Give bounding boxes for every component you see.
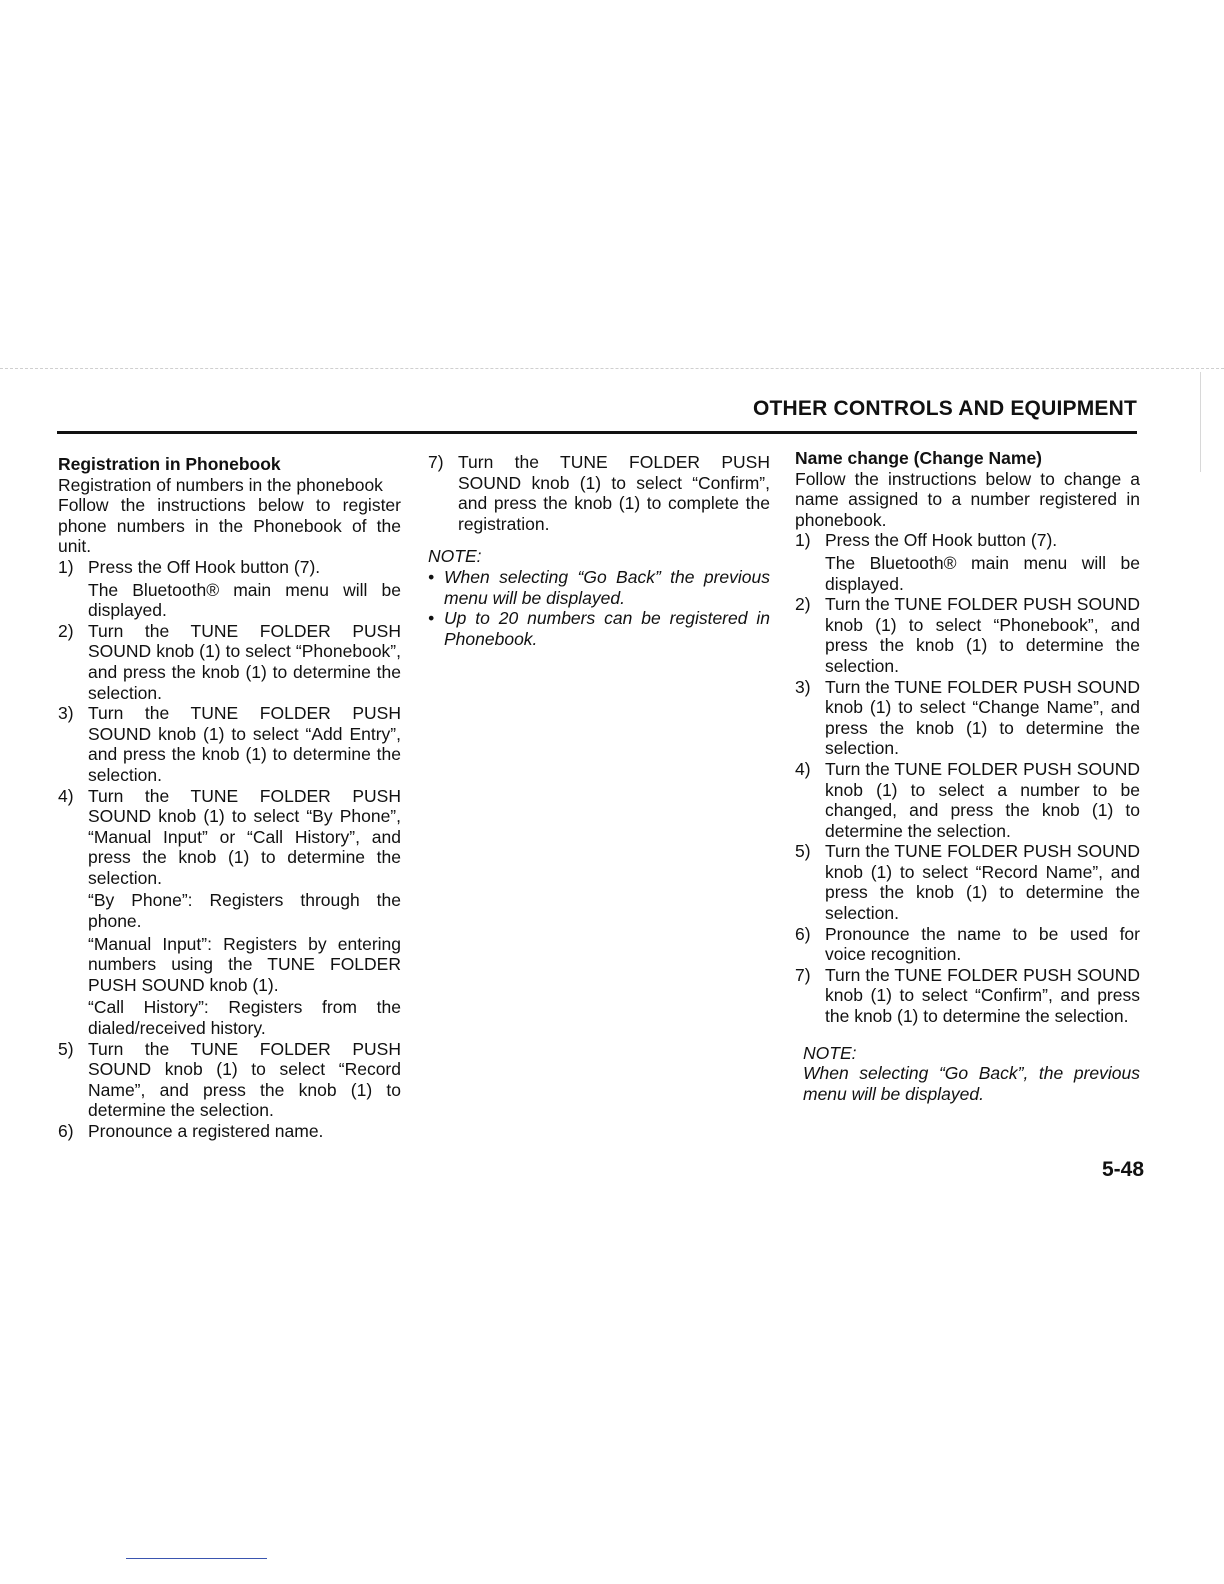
note-label: NOTE: [803,1042,857,1063]
step-number: 5) [58,1038,74,1059]
step-number: 3) [58,703,74,724]
step-text: Turn the TUNE FOLDER PUSH SOUND knob (1) to select “Confirm”, and press the knob (1) to complete the registration. [458,452,770,534]
step-text: Turn the TUNE FOLDER PUSH SOUND knob (1) to select a number to be changed, and press the knob (1) to determine the selection. [825,758,1140,841]
step-body [88,557,401,621]
step-number: 7) [428,452,444,472]
list-item [795,530,1140,594]
step-number: 2) [795,594,811,615]
option-manual-input: “Manual Input”: Registers by entering numbers using the TUNE FOLDER PUSH SOUND knob (1). [88,933,401,995]
list-item [428,452,770,534]
step-number: 1) [795,530,811,551]
list-item [795,924,1140,965]
intro-paragraph: Follow the instructions below to register phone numbers in the Phonebook of the unit. [58,495,401,557]
step-body [88,786,401,1039]
list-item [58,786,401,1039]
note-block [803,1043,1140,1105]
step-body [825,530,1140,594]
intro-paragraph: Follow the instructions below to change a name assigned to a number registered in phonebook. [795,468,1140,530]
scan-artifact-bottom-line [126,1558,267,1559]
section-header: OTHER CONTROLS AND EQUIPMENT [753,397,1137,420]
bullet-icon: • [428,608,435,629]
section-heading-change-name: Name change (Change Name) [795,448,1043,468]
list-item [58,1121,401,1142]
step-text: Pronounce the name to be used for voice recognition. [825,923,1140,965]
list-item [58,1039,401,1121]
step-text: Turn the TUNE FOLDER PUSH SOUND knob (1) to select “Phonebook”, and press the knob (1) to determine the selection. [88,620,401,703]
list-item [58,621,401,703]
middle-column [428,452,770,649]
step-number: 2) [58,620,74,641]
note-text: When selecting “Go Back”, the previous menu will be displayed. [803,1063,1140,1104]
step-text: Turn the TUNE FOLDER PUSH SOUND knob (1) to select “Record Name”, and press the knob (1) to determine the selection. [88,1038,401,1121]
step-number: 3) [795,676,811,697]
note-text: When selecting “Go Back” the previous menu will be displayed. [444,566,770,608]
registration-steps [58,557,401,1142]
step-text: Turn the TUNE FOLDER PUSH SOUND knob (1) to select “Confirm”, and press the knob (1) to determine the selection. [825,964,1140,1027]
step-text: Turn the TUNE FOLDER PUSH SOUND knob (1) to select “Change Name”, and press the knob (1) to determine the selection. [825,676,1140,759]
option-by-phone: “By Phone”: Registers through the phone. [88,890,401,932]
list-item [795,759,1140,841]
header-rule [57,431,1137,434]
step-text: Pronounce a registered name. [88,1121,324,1141]
step-number: 1) [58,556,74,577]
note-text: Up to 20 numbers can be registered in Phonebook. [444,608,770,649]
list-item [58,703,401,785]
step-number: 4) [58,785,74,806]
step-text: Turn the TUNE FOLDER PUSH SOUND knob (1) to select “Add Entry”, and press the knob (1) to determine the selection. [88,703,401,785]
section-heading-registration: Registration in Phonebook [58,454,281,474]
section-subheading: Registration of numbers in the phonebook [58,474,383,495]
step-note: The Bluetooth® main menu will be displayed. [825,552,1140,594]
registration-steps-continued [428,452,770,534]
step-number: 5) [795,841,811,862]
note-item [428,567,770,608]
step-number: 4) [795,758,811,779]
step-text: Turn the TUNE FOLDER PUSH SOUND knob (1) to select “Record Name”, and press the knob (1) to determine the selection. [825,841,1140,924]
page-number: 5-48 [1101,1158,1144,1181]
step-text: Press the Off Hook button (7). [825,530,1058,551]
step-note: The Bluetooth® main menu will be displayed. [88,579,401,621]
list-item [795,677,1140,759]
note-label: NOTE: [428,546,482,567]
step-text: Press the Off Hook button (7). [88,556,321,577]
list-item [795,594,1140,676]
list-item [795,965,1140,1027]
change-name-steps [795,530,1140,1026]
step-text: Turn the TUNE FOLDER PUSH SOUND knob (1) to select “By Phone”, “Manual Input” or “Call History”, and press the knob (1) to determine the selection. [88,785,401,888]
right-column [795,448,1140,1104]
left-column [58,454,401,1142]
note-item [428,608,770,649]
scan-edge-mark [1200,372,1201,472]
step-text: Turn the TUNE FOLDER PUSH SOUND knob (1) to select “Phonebook”, and press the knob (1) to determine the selection. [825,594,1140,676]
option-call-history: “Call History”: Registers from the dialed/received history. [88,997,401,1039]
bullet-icon: • [428,566,435,587]
scan-artifact-line [0,368,1224,370]
list-item [58,557,401,621]
list-item [795,841,1140,923]
step-number: 6) [795,923,811,944]
step-number: 7) [795,964,811,985]
step-number: 6) [58,1121,74,1141]
